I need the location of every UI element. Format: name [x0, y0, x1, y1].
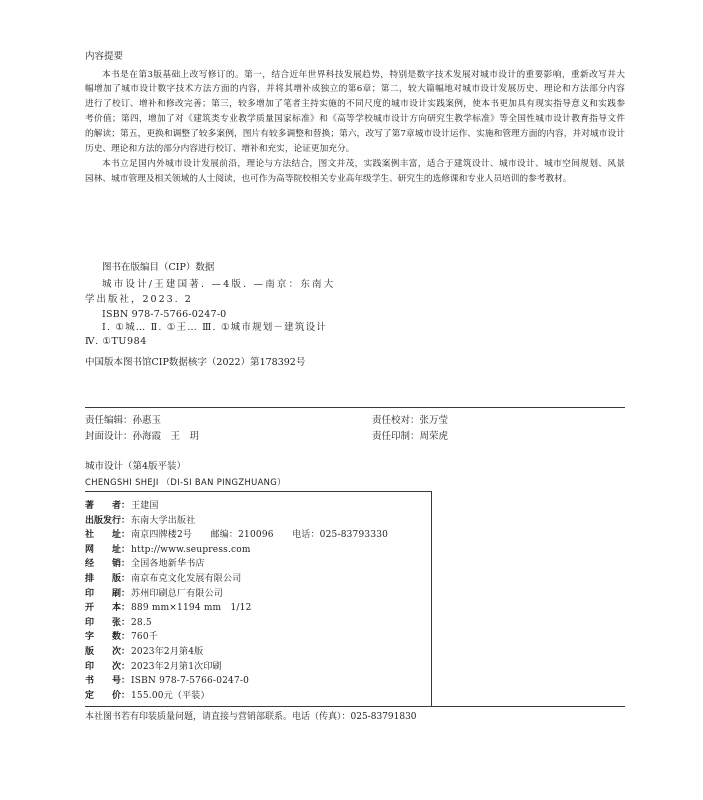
cip-classification-number: Ⅳ. ①TU984 [85, 336, 147, 347]
summary-line: 幅增加了城市设计数字技术方法方面的内容，并将其增补成独立的第6章；第二，较大篇幅地对城市设计发展历史、理论和方法部分内容 [85, 84, 625, 95]
details-box-top [85, 491, 431, 492]
quality-notice: 本社图书若有印装质量问题，请直接与营销部联系。电话（传真）：025-83791830 [85, 712, 417, 722]
details-row-address [85, 528, 425, 543]
details-value: 2023年2月第1次印刷 [131, 661, 222, 672]
details-label: 定 价： [85, 690, 131, 701]
details-label: 出版发行： [85, 515, 131, 526]
details-value: 全国各地新华书店 [131, 559, 205, 570]
details-row-author [85, 499, 425, 514]
divider-top [85, 407, 625, 408]
summary-line: 本书是在第3版基础上改写修订的。第一，结合近年世界科技发展趋势，特别是数字技术发展对城市设计的重要影响，重新改写并大 [102, 69, 625, 80]
details-row-impression [85, 660, 425, 675]
details-value: http://www.seupress.com [131, 544, 251, 555]
print-supervisor: 责任印制：周荣虎 [372, 431, 449, 442]
cip-heading: 图书在版编目（CIP）数据 [102, 262, 215, 273]
book-title-pinyin: CHENGSHI SHEJI （DI-SI BAN PINGZHUANG） [85, 477, 286, 487]
details-label: 书 号： [85, 676, 131, 687]
details-value: 760千 [131, 632, 158, 643]
details-value: 155.00元（平装） [131, 690, 210, 701]
summary-line: 园林、城市管理及相关领域的人士阅读，也可作为高等院校相关专业高年级学生、研究生的选修课和专业人员培训的参考教材。 [85, 173, 572, 184]
details-value: 苏州印刷总厂有限公司 [131, 588, 224, 599]
details-value: 南京布克文化发展有限公司 [131, 573, 242, 584]
details-row-format [85, 601, 425, 616]
details-value: 889 mm×1194 mm 1/12 [131, 603, 252, 614]
responsible-editor: 责任编辑：孙惠玉 [85, 415, 162, 426]
details-row-isbn [85, 674, 425, 689]
summary-line: 本书立足国内外城市设计发展前沿，理论与方法结合，图文并茂，实践案例丰富，适合于建筑设计、城市设计、城市空间规划、风景 [102, 158, 625, 169]
details-label: 印 次： [85, 661, 131, 672]
details-value: 2023年2月第4版 [131, 646, 204, 657]
details-row-website [85, 543, 425, 558]
publication-details [85, 499, 425, 703]
details-label: 版 次： [85, 646, 131, 657]
details-row-printer [85, 587, 425, 602]
details-label: 开 本： [85, 603, 131, 614]
summary-line: 进行了校订、增补和修改完善；第三，较多增加了笔者主持实施的不同尺度的城市设计实践案例，使本书更加具有现实指导意义和实践参 [85, 99, 625, 110]
details-value: 东南大学出版社 [131, 515, 196, 526]
details-label: 印 张： [85, 617, 131, 628]
summary-line: 历史、理论和方法的部分内容进行校订、增补和充实，论证更加充分。 [85, 143, 355, 154]
details-value: 南京四牌楼2号 邮编：210096 电话：025-83793330 [131, 530, 389, 541]
cip-classification: Ⅰ. ①城… Ⅱ. ①王… Ⅲ. ①城市规划－建筑设计 [102, 322, 327, 333]
details-row-typesetting [85, 572, 425, 587]
details-box-right [431, 491, 432, 706]
summary-paragraph-2 [85, 157, 625, 187]
responsible-proofreader: 责任校对：张万莹 [372, 415, 449, 426]
details-row-publisher [85, 514, 425, 529]
details-label: 印 刷： [85, 588, 131, 599]
cover-designer: 封面设计：孙海霞 王 玥 [85, 431, 200, 442]
details-value: 王建国 [131, 501, 159, 511]
summary-paragraph-1 [85, 68, 625, 157]
details-value: ISBN 978-7-5766-0247-0 [131, 676, 250, 687]
cip-line: 城市设计/王建国著. —4版. —南京：东南大 [102, 279, 336, 290]
details-label: 经 销： [85, 559, 131, 570]
summary-line: 的解读；第五，更换和调整了较多案例，图片有较多调整和替换；第六，改写了第7章城市设计运作、实施和管理方面的内容，并对城市设计 [85, 129, 625, 140]
details-label: 网 址： [85, 544, 131, 555]
details-label: 排 版： [85, 573, 131, 584]
summary-line: 考价值；第四，增加了对《建筑类专业教学质量国家标准》和《高等学校城市设计方向研究生教学标准》等全国性城市设计教育指导文件 [85, 114, 625, 125]
details-label: 著 者： [85, 501, 131, 511]
cip-line: 学出版社，2023. 2 [85, 294, 193, 305]
cip-isbn: ISBN 978-7-5766-0247-0 [102, 309, 227, 320]
details-row-word-count [85, 630, 425, 645]
details-label: 字 数： [85, 632, 131, 643]
details-row-sheets [85, 616, 425, 631]
details-value: 28.5 [131, 617, 152, 628]
summary-heading: 内容提要 [85, 51, 124, 62]
details-row-edition [85, 645, 425, 660]
details-row-price [85, 689, 425, 704]
details-label: 社 址： [85, 530, 131, 541]
cip-record-number: 中国版本图书馆CIP数据核字（2022）第178392号 [85, 357, 306, 368]
details-row-distributor [85, 557, 425, 572]
divider-bottom [85, 706, 625, 707]
content-summary [85, 50, 625, 187]
book-title: 城市设计（第4版平装） [85, 461, 187, 472]
